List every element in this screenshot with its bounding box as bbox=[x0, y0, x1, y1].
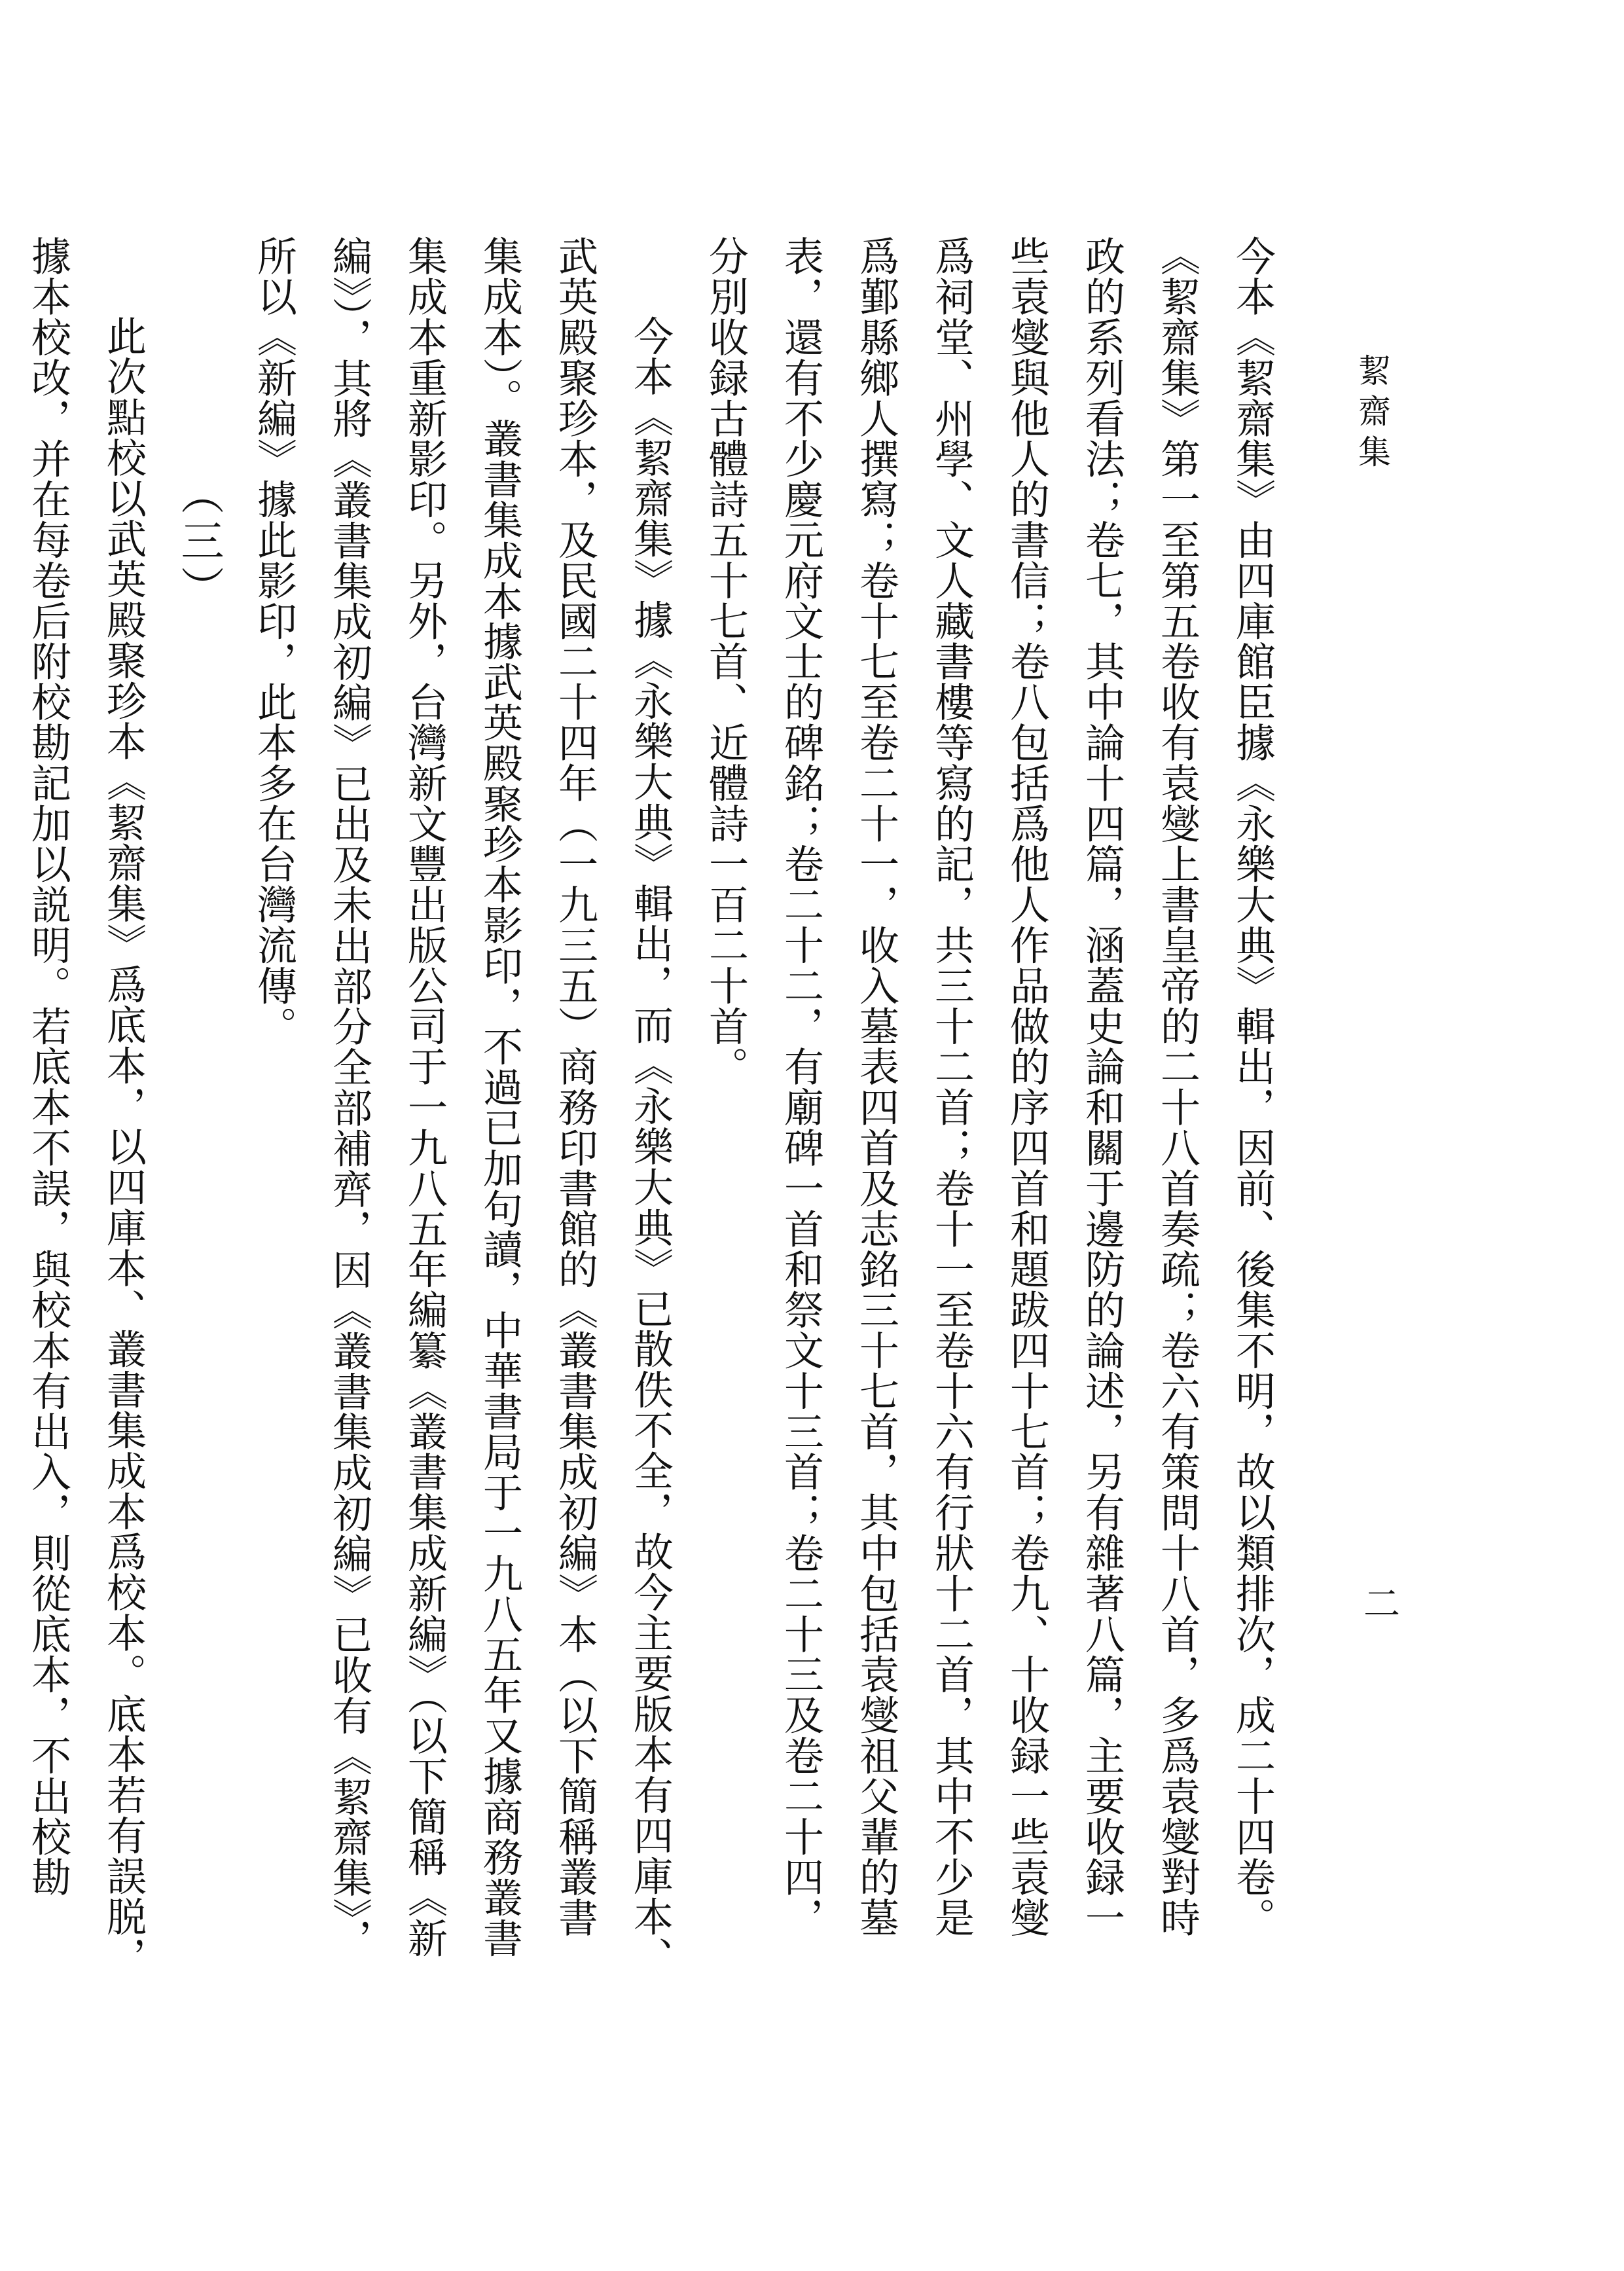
page-number: 二 bbox=[1358, 1584, 1400, 1621]
section-heading: （三） bbox=[173, 471, 224, 613]
body-text bbox=[25, 236, 1290, 1977]
paragraph-2: 今本《絜齋集》據《永樂大典》輯出，而《永樂大典》已散佚不全，故今主要版本有四庫本、武英殿聚珍本，及民國二十四年（一九三五）商務印書館的《叢書集成初編》本（以下簡稱叢書集成本）。叢書集成本據武英殿聚珍本影印，不過已加句讀，中華書局于一九八五年又據商務叢書集成本重新影印。另外，台灣新文豐出版公司于一九八五年編纂《叢書集成新編》（以下簡稱《新編》），其將《叢書集成初編》已出及未出部分全部補齊，因《叢書集成初編》已收有《絜齋集》，所以《新編》據此影印，此本多在台灣流傳。 bbox=[251, 236, 674, 1977]
running-head: 絜齋集 bbox=[1353, 354, 1391, 475]
paragraph-1: 今本《絜齋集》由四庫館臣據《永樂大典》輯出，因前、後集不明，故以類排次，成二十四卷。《絜齋集》第一至第五卷收有袁燮上書皇帝的二十八首奏疏；卷六有策問十八首，多爲袁燮對時政的系列看法；卷七，其中論十四篇，涵蓋史論和關于邊防的論述，另有雜著八篇，主要收録一些袁燮與他人的書信；卷八包括爲他人作品做的序四首和題跋四十七首；卷九、十收録一些袁燮爲祠堂、州學、文人藏書樓等寫的記，共三十二首；卷十一至卷十六有行狀十二首，其中不少是爲鄞縣鄉人撰寫；卷十七至卷二十一，收入墓表四首及志銘三十七首，其中包括袁燮祖父輩的墓表，還有不少慶元府文士的碑銘；卷二十二，有廟碑一首和祭文十三首；卷二十三及卷二十四，分別收録古體詩五十七首、近體詩一百二十首。 bbox=[702, 236, 1276, 1938]
paragraph-3: 此次點校以武英殿聚珍本《絜齋集》爲底本，以四庫本、叢書集成本爲校本。底本若有誤脱，據本校改，并在每卷后附校勘記加以説明。若底本不誤，與校本有出入，則從底本，不出校勘 bbox=[25, 236, 147, 1977]
